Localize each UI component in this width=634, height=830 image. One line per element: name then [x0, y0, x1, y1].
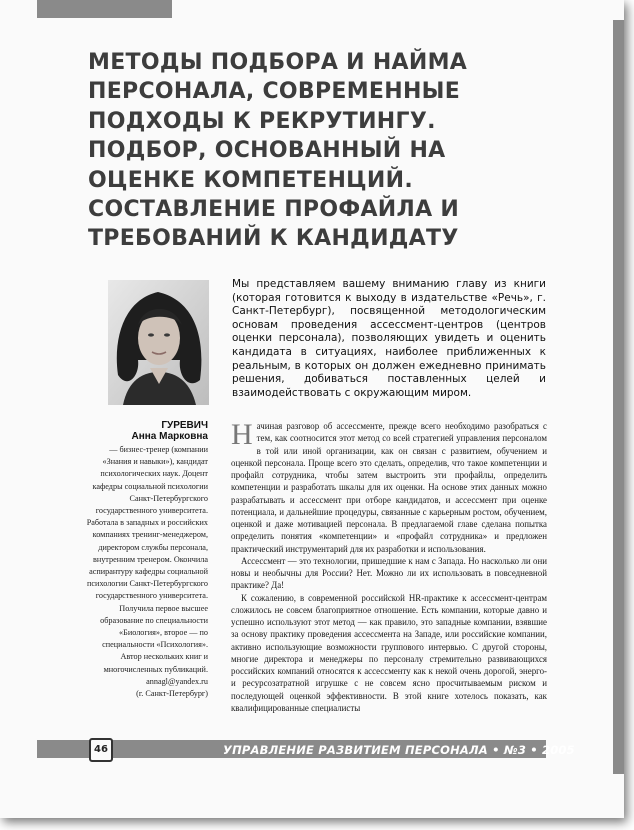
author-city: (г. Санкт-Петербург)	[136, 689, 208, 699]
body-paragraph-3: К сожалению, в современной российской HR-практике к ассессмент-центрам сложилось не совсем благоприятное отношение. Есть компании, которые давно и успешно используют этот метод — как правило, это западные компании, взявшие за основу практику проведения ассессмента на Западе, или российские компании, активно использующие возможности группового интервью. С другой стороны, многие директора и менеджеры по персоналу стремительно развивающихся российских компаний относятся к ассессменту как к некой очень дорогой, энерго- и ресурсозатратной игрушке с не совсем ясно просчитываемым риском и последующей оценкой эффективности. В этой книге хотелось показать, как квалифицированные специалисты	[231, 592, 547, 713]
top-decor-bar	[37, 0, 172, 18]
body-paragraph-2: Ассессмент — это технологии, пришедшие к нам с Запада. Но насколько ли они новы и необычны для России? Нет. Можно ли их использовать в повседневной практике? Да!	[231, 555, 547, 591]
right-decor-strip	[613, 20, 624, 774]
journal-name: УПРАВЛЕНИЕ РАЗВИТИЕМ ПЕРСОНАЛА • №3 • 2005	[223, 743, 575, 757]
author-photo	[108, 280, 209, 405]
article-body	[231, 420, 547, 714]
drop-cap: Н	[231, 418, 253, 451]
article-title: МЕТОДЫ ПОДБОРА И НАЙМА ПЕРСОНАЛА, СОВРЕМЕННЫЕ ПОДХОДЫ К РЕКРУТИНГУ. ПОДБОР, ОСНОВАННЫЙ НА ОЦЕНКЕ КОМПЕТЕНЦИЙ. СОСТАВЛЕНИЕ ПРОФАЙЛА И ТРЕБОВАНИЙ К КАНДИДАТУ	[88, 50, 468, 252]
page-number: 46	[89, 738, 113, 762]
body-paragraph-1	[231, 420, 547, 555]
author-last-name: ГУРЕВИЧ	[161, 420, 208, 431]
body-paragraph-1-text: ачиная разговор об ассессменте, прежде всего необходимо разобраться с тем, как соотносится этот метод со всей стратегией управления персоналом в той или иной организации, как он связан с развитием, обучением и оценкой персонала. Проще всего это сделать, определив, что такое компетенции и профайл сотрудника, чтобы затем выстроить эти профайлы, определить компетенции и разработать шкалы для их оценки. На основе этих данных можно разрабатывать и ассессмент при отборе кандидатов, и ассессмент при оценке потенциала, и дальнейшие процедуры, связанные с карьерным ростом, обучением, оценкой и даже мотивацией персонала. В предлагаемой главе сделана попытка определить понятия «компетенции» и «профайл сотрудника» и предложен практический инструментарий для их разработки и использования.	[231, 421, 547, 554]
author-bio-text: — бизнес-тренер (компании «Знания и навыки»), кандидат психологических наук. Доцент кафедры социальной психологии Санкт-Петербургского государственного университета. Работала в западных и российских компаниях тренинг-менеджером, директором службы персонала, внутренним тренером. Окончила аспирантуру кафедры социальной психологии Санкт-Петербургского государственного университета. Получила первое высшее образование по специальности «Биология», второе — по специальности «Психология». Автор нескольких книг и многочисленных публикаций.	[86, 445, 208, 674]
article-lead: Мы представляем вашему вниманию главу из книги (которая готовится к выходу в издательстве «Речь», г. Санкт-Петербург), посвященной методологическим основам проведения ассессмент-центров (центров оценки персонала), позволяющих увидеть и оценить кандидата в ситуациях, наиболее приближенных к реальным, в которых он должен ежедневно принимать решения, добиваться поставленных целей и взаимодействовать с окружающим миром.	[232, 278, 546, 399]
author-email[interactable]: annagl@yandex.ru	[146, 676, 208, 686]
author-first-names: Анна Марковна	[131, 431, 208, 442]
author-bio	[82, 444, 208, 700]
